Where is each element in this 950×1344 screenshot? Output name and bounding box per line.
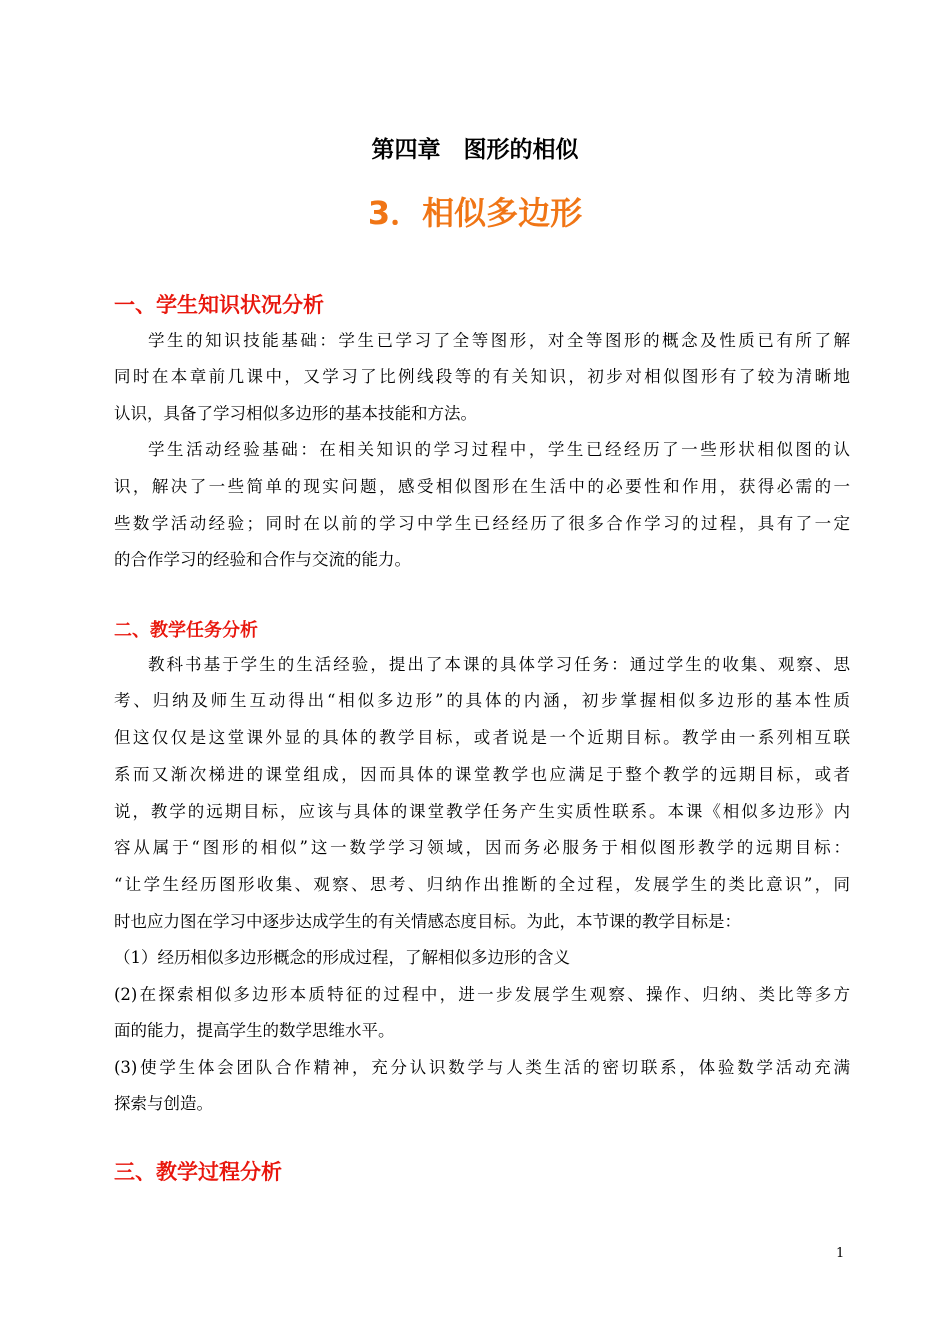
paragraph-line: 学生的知识技能基础：学生已学习了全等图形，对全等图形的概念及性质已有所了解 [148, 331, 850, 350]
objective-item-2: (2)在探索相似多边形本质特征的过程中，进一步发展学生观察、操作、归纳、类比等多方 [114, 985, 850, 1004]
paragraph-line: 学生活动经验基础：在相关知识的学习过程中，学生已经经历了一些形状相似图的认 [148, 440, 850, 459]
lesson-title: 3．相似多边形 [367, 194, 583, 232]
page-number: 1 [836, 1246, 845, 1261]
paragraph-line: 识，解决了一些简单的现实问题，感受相似图形在生活中的必要性和作用，获得必需的一 [114, 477, 850, 496]
paragraph-line: 时也应力图在学习中逐步达成学生的有关情感态度目标。为此，本节课的教学目标是： [114, 912, 741, 931]
paragraph-line: 容从属于“图形的相似”这一数学学习领域，因而务必服务于相似图形教学的远期目标： [114, 838, 850, 857]
paragraph-line: 考、归纳及师生互动得出“相似多边形”的具体的内涵，初步掌握相似多边形的基本性质 [114, 691, 850, 710]
paragraph-line: 的合作学习的经验和合作与交流的能力。 [114, 550, 411, 569]
paragraph-line: “让学生经历图形收集、观察、思考、归纳作出推断的全过程，发展学生的类比意识”，同 [114, 875, 850, 894]
paragraph-line: 同时在本章前几课中，又学习了比例线段等的有关知识，初步对相似图形有了较为清晰地 [114, 367, 850, 386]
paragraph-line: 认识，具备了学习相似多边形的基本技能和方法。 [114, 404, 477, 423]
section-heading-student-knowledge: 一、学生知识状况分析 [114, 293, 324, 317]
objective-item-1: （1）经历相似多边形概念的形成过程，了解相似多边形的含义 [114, 948, 570, 967]
paragraph-line: 系而又渐次梯进的课堂组成，因而具体的课堂教学也应满足于整个教学的远期目标，或者 [114, 765, 850, 784]
paragraph-line: 探索与创造。 [114, 1094, 213, 1113]
section-heading-teaching-task: 二、教学任务分析 [114, 620, 258, 641]
chapter-title: 第四章 图形的相似 [371, 137, 579, 163]
paragraph-line: 些数学活动经验；同时在以前的学习中学生已经经历了很多合作学习的过程，具有了一定 [114, 514, 850, 533]
paragraph-line: 说，教学的远期目标，应该与具体的课堂教学任务产生实质性联系。本课《相似多边形》内 [114, 802, 850, 821]
section-heading-teaching-process: 三、教学过程分析 [114, 1160, 282, 1184]
paragraph-line: 教科书基于学生的生活经验，提出了本课的具体学习任务：通过学生的收集、观察、思 [148, 655, 850, 674]
objective-item-3: (3)使学生体会团队合作精神，充分认识数学与人类生活的密切联系，体验数学活动充满 [114, 1058, 850, 1077]
paragraph-line: 面的能力，提高学生的数学思维水平。 [114, 1021, 395, 1040]
paragraph-line: 但这仅仅是这堂课外显的具体的教学目标，或者说是一个近期目标。教学由一系列相互联 [114, 728, 850, 747]
